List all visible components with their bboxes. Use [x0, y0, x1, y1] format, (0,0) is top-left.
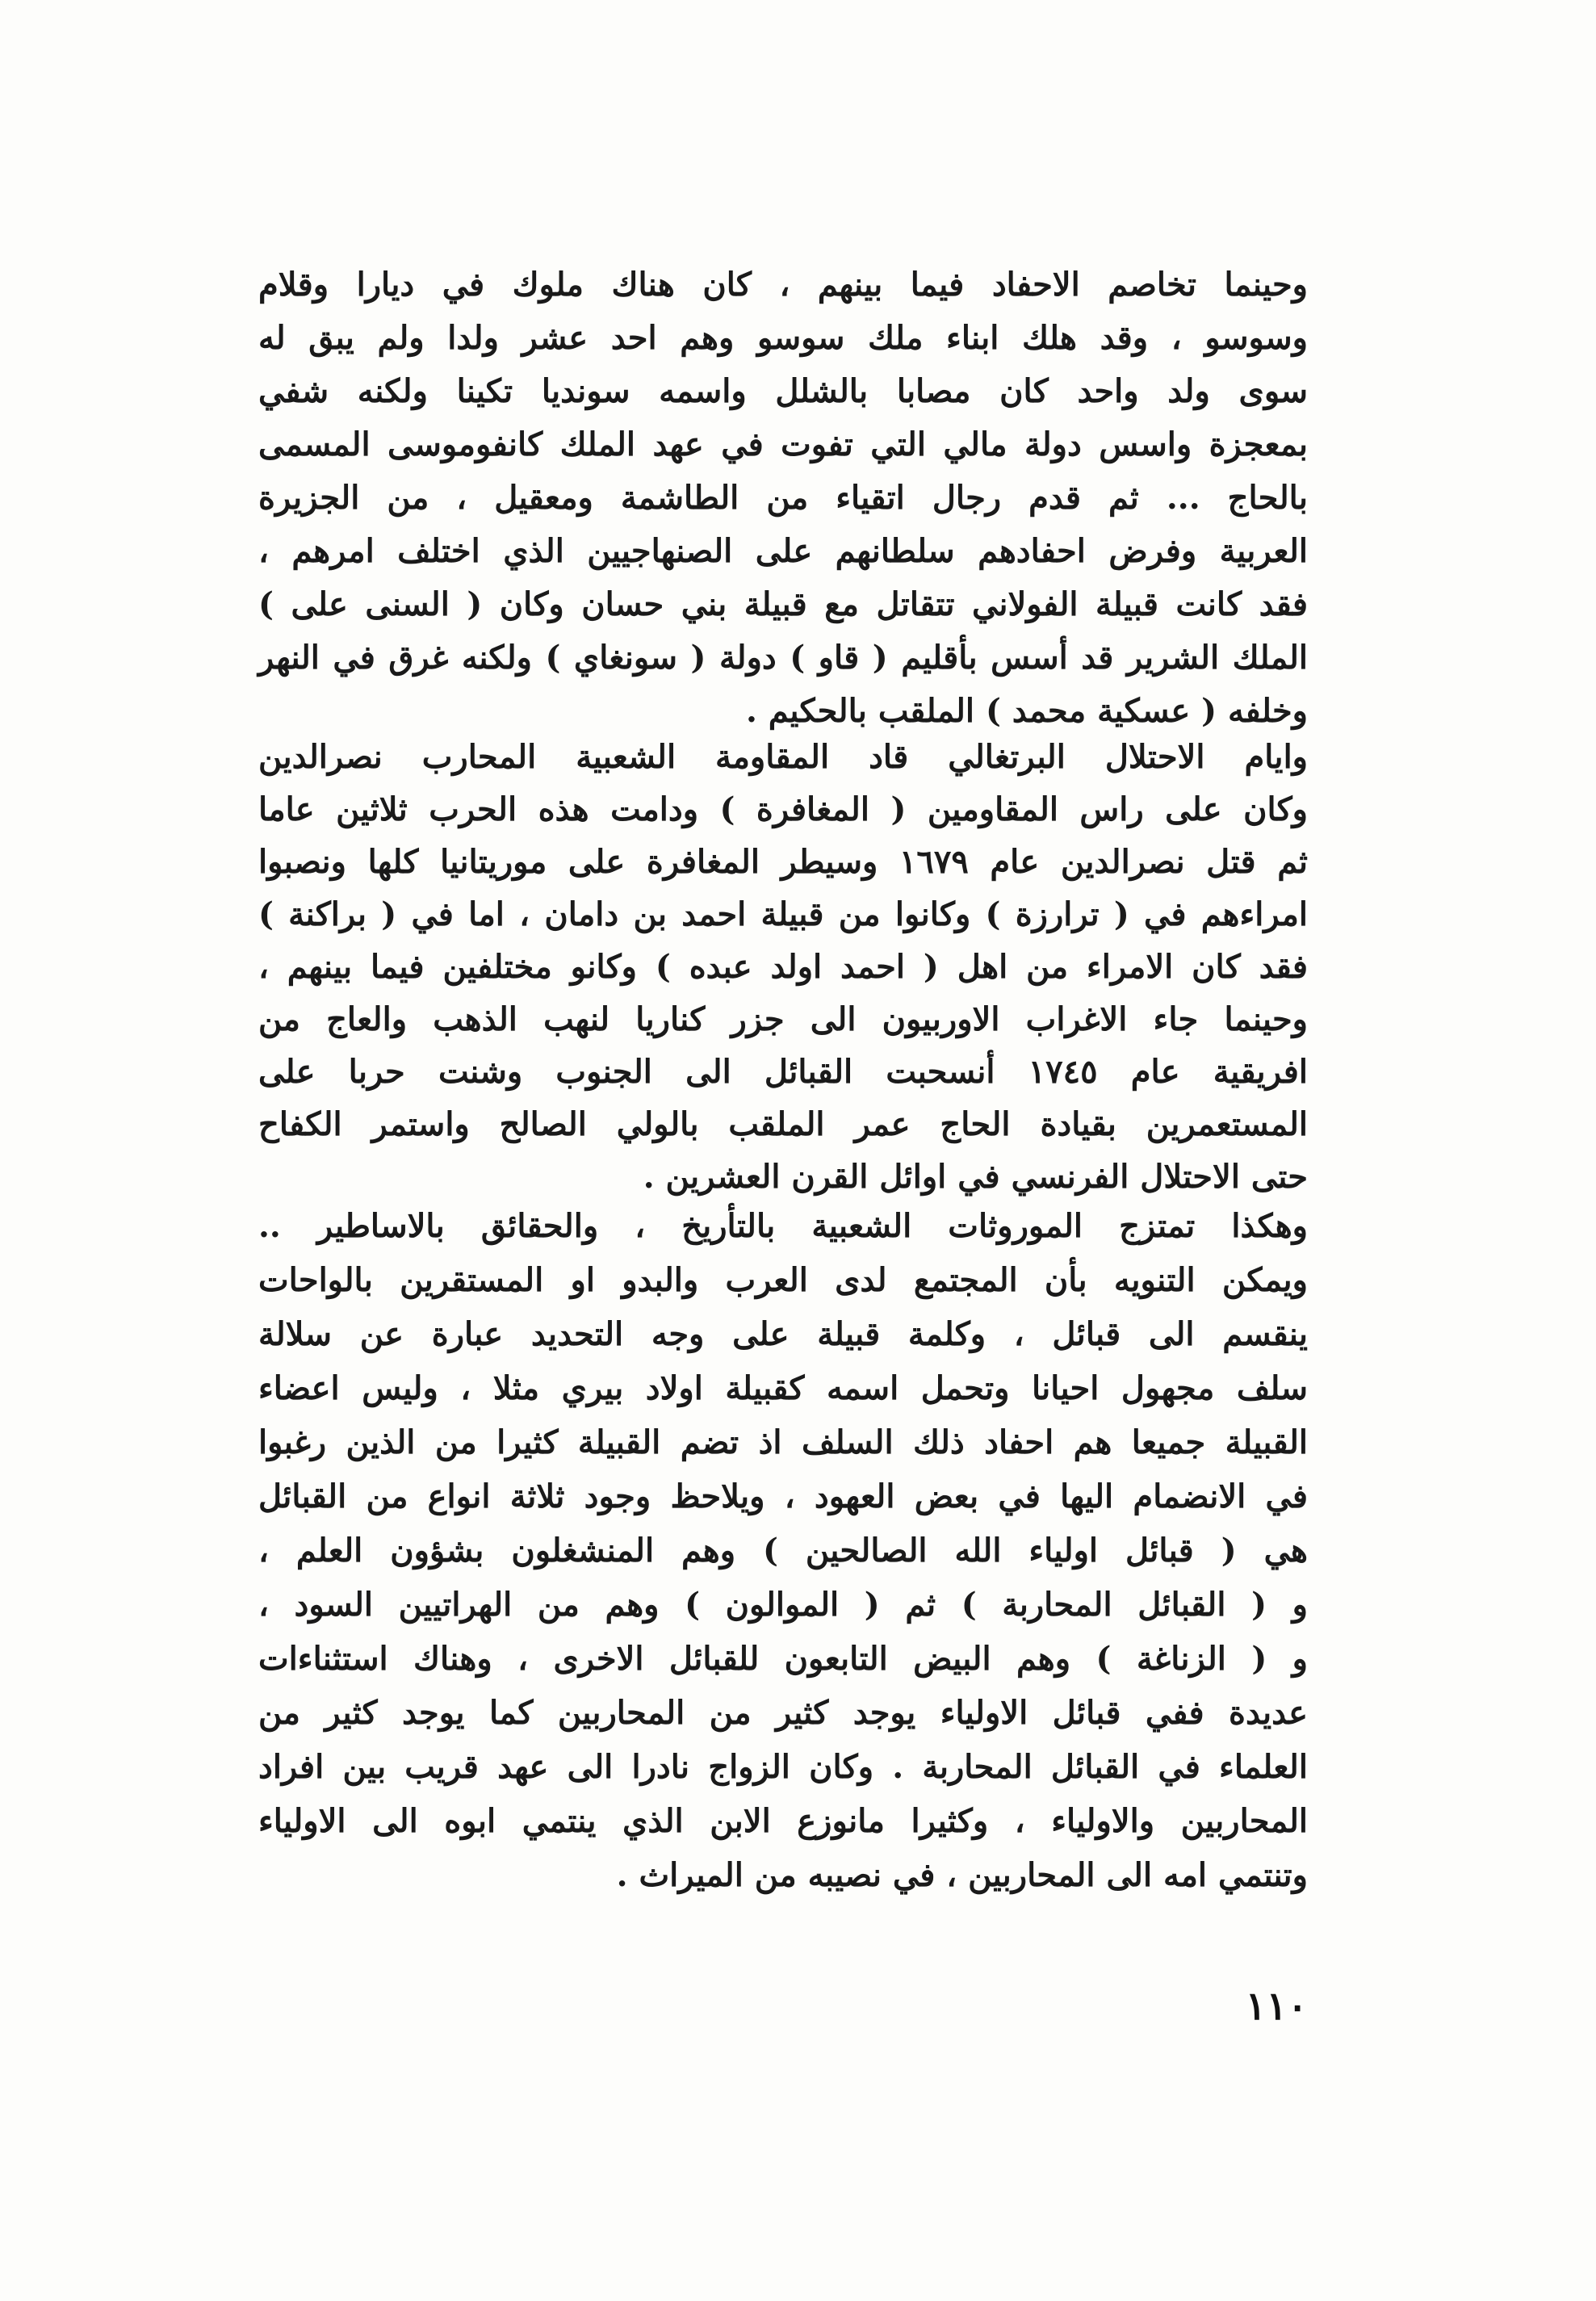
text-line: المحاربين والاولياء ، وكثيرا مانوزع الابن الذي ينتمي ابوه الى الاولياء: [258, 1802, 1308, 1840]
text-line: في الانضمام اليها في بعض العهود ، ويلاحظ وجود ثلاثة انواع من القبائل: [258, 1477, 1308, 1515]
text-line: ينقسم الى قبائل ، وكلمة قبيلة على وجه التحديد عبارة عن سلالة: [258, 1315, 1308, 1353]
text-line: افريقية عام ١٧٤٥ أنسحبت القبائل الى الجنوب وشنت حربا على: [258, 1053, 1308, 1091]
text-line: القبيلة جميعا هم احفاد ذلك السلف اذ تضم القبيلة كثيرا من الذين رغبوا: [258, 1423, 1308, 1461]
text-line: سلف مجهول احيانا وتحمل اسمه كقبيلة اولاد بيري مثلا ، وليس اعضاء: [258, 1369, 1308, 1407]
text-line: الملك الشرير قد أسس بأقليم ( قاو ) دولة ( سونغاي ) ولكنه غرق في النهر: [258, 639, 1308, 677]
text-line: و ( الزناغة ) وهم البيض التابعون للقبائل الاخرى ، وهناك استثناءات: [258, 1640, 1308, 1678]
text-line: وحينما جاء الاغراب الاوربيون الى جزر كناريا لنهب الذهب والعاج من: [258, 1000, 1308, 1038]
text-line: عديدة ففي قبائل الاولياء يوجد كثير من المحاربين كما يوجد كثير من: [258, 1694, 1308, 1732]
text-line: وحينما تخاصم الاحفاد فيما بينهم ، كان هناك ملوك في ديارا وقلام: [258, 266, 1308, 304]
text-line: العربية وفرض احفادهم سلطانهم على الصنهاجيين الذي اختلف امرهم ،: [258, 532, 1308, 570]
text-line: ثم قتل نصرالدين عام ١٦٧٩ وسيطر المغافرة على موريتانيا كلها ونصبوا: [258, 843, 1308, 881]
text-line: العلماء في القبائل المحاربة . وكان الزواج نادرا الى عهد قريب بين افراد: [258, 1748, 1308, 1786]
text-line: المستعمرين بقيادة الحاج عمر الملقب بالولي الصالح واستمر الكفاح: [258, 1105, 1308, 1143]
text-line: وتنتمي امه الى المحاربين ، في نصيبه من الميراث .: [616, 1856, 1308, 1894]
text-line: وكان على راس المقاومين ( المغافرة ) ودامت هذه الحرب ثلاثين عاما: [258, 790, 1308, 828]
text-line: فقد كانت قبيلة الفولاني تتقاتل مع قبيلة بني حسان وكان ( السنى على ): [258, 585, 1308, 623]
text-line: حتى الاحتلال الفرنسي في اوائل القرن العشرين .: [643, 1158, 1308, 1196]
text-line: فقد كان الامراء من اهل ( احمد اولد عبده ) وكانو مختلفين فيما بينهم ،: [258, 948, 1308, 986]
text-line: وهكذا تمتزج الموروثات الشعبية بالتأريخ ، والحقائق بالاساطير ..: [258, 1207, 1308, 1245]
page-number: ١١٠: [1245, 1984, 1308, 2029]
paragraph-kings-history: [258, 258, 1308, 738]
text-line: وخلفه ( عسكية محمد ) الملقب بالحكيم .: [745, 692, 1308, 730]
text-line: سوى ولد واحد كان مصابا بالشلل واسمه سونديا تكينا ولكنه شفي: [258, 372, 1308, 410]
text-line: ويمكن التنويه بأن المجتمع لدى العرب والبدو او المستقرين بالواحات: [258, 1261, 1308, 1299]
text-line: بمعجزة واسس دولة مالي التي تفوت في عهد الملك كانفوموسى المسمى: [258, 425, 1308, 463]
text-line: هي ( قبائل اولياء الله الصالحين ) وهم المنشغلون بشؤون العلم ،: [258, 1532, 1308, 1570]
paragraph-tribal-society: [258, 1199, 1308, 1902]
text-line: امراءهم في ( ترارزة ) وكانوا من قبيلة احمد بن دامان ، اما في ( براكنة ): [258, 895, 1308, 933]
text-line: وايام الاحتلال البرتغالي قاد المقاومة الشعبية المحارب نصرالدين: [258, 738, 1308, 776]
text-line: بالحاج ... ثم قدم رجال اتقياء من الطاشمة ومعقيل ، من الجزيرة: [258, 479, 1308, 517]
text-line: و ( القبائل المحاربة ) ثم ( الموالون ) وهم من الهراتيين السود ،: [258, 1586, 1308, 1624]
paragraph-portuguese-occupation: [258, 731, 1308, 1203]
text-line: وسوسو ، وقد هلك ابناء ملك سوسو وهم احد عشر ولدا ولم يبق له: [258, 319, 1308, 357]
